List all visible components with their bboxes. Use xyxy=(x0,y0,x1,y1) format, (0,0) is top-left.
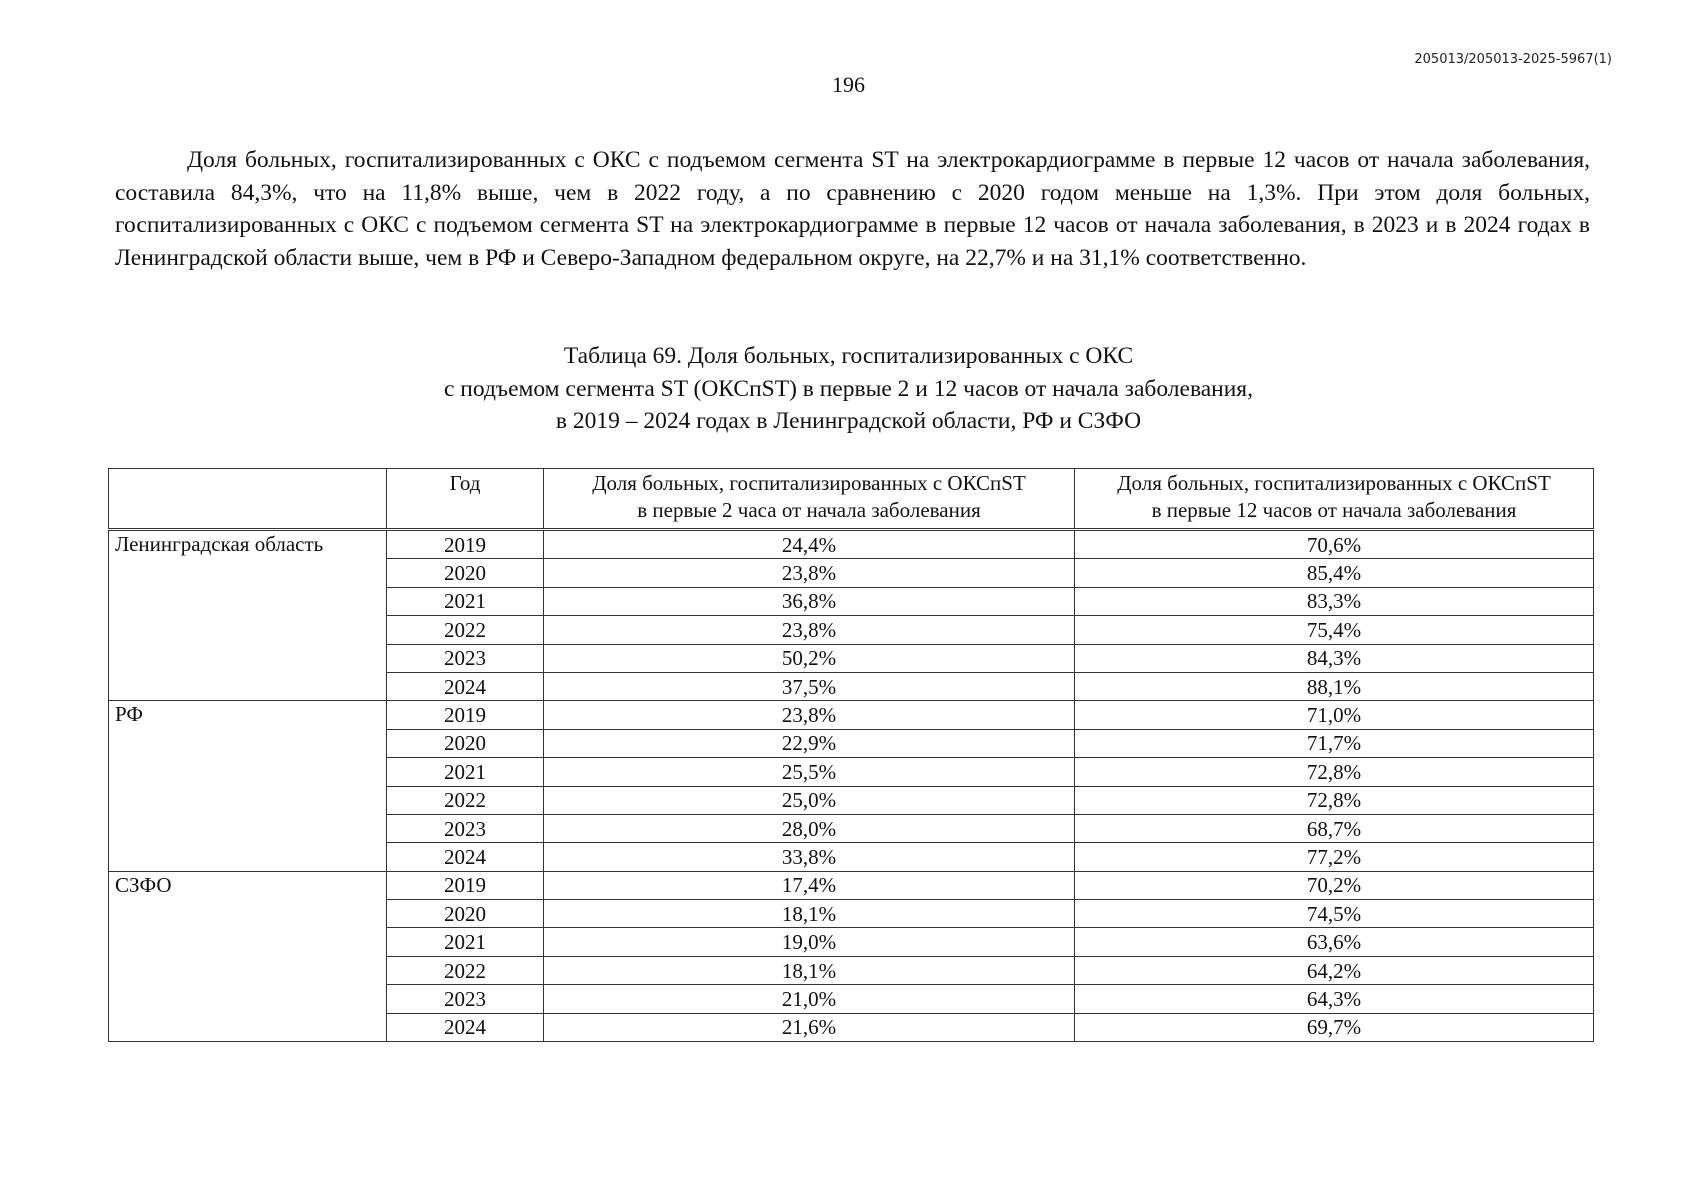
share-2h-cell: 24,4% xyxy=(544,530,1075,559)
share-12h-cell: 71,7% xyxy=(1075,729,1594,757)
share-2h-cell: 25,5% xyxy=(544,758,1075,786)
share-2h-cell: 17,4% xyxy=(544,871,1075,899)
header-share-12h xyxy=(1075,469,1594,530)
region-cell: РФ xyxy=(109,701,387,871)
year-cell: 2020 xyxy=(387,729,544,757)
share-2h-cell: 36,8% xyxy=(544,587,1075,615)
share-12h-cell: 68,7% xyxy=(1075,814,1594,842)
table-row xyxy=(109,871,1594,899)
share-12h-cell: 72,8% xyxy=(1075,758,1594,786)
share-2h-cell: 21,6% xyxy=(544,1013,1075,1041)
share-12h-cell: 63,6% xyxy=(1075,928,1594,956)
share-2h-cell: 21,0% xyxy=(544,985,1075,1013)
data-table xyxy=(108,468,1594,1042)
year-cell: 2022 xyxy=(387,956,544,984)
year-cell: 2019 xyxy=(387,530,544,559)
share-12h-cell: 64,2% xyxy=(1075,956,1594,984)
share-2h-cell: 33,8% xyxy=(544,843,1075,871)
share-12h-cell: 84,3% xyxy=(1075,644,1594,672)
share-12h-cell: 69,7% xyxy=(1075,1013,1594,1041)
year-cell: 2022 xyxy=(387,786,544,814)
share-2h-cell: 37,5% xyxy=(544,672,1075,700)
header-share-2h-line1: Доля больных, госпитализированных с ОКСпST xyxy=(592,471,1026,495)
share-12h-cell: 85,4% xyxy=(1075,559,1594,587)
year-cell: 2024 xyxy=(387,672,544,700)
region-cell: Ленинградская область xyxy=(109,530,387,701)
year-cell: 2020 xyxy=(387,559,544,587)
share-12h-cell: 70,2% xyxy=(1075,871,1594,899)
share-12h-cell: 72,8% xyxy=(1075,786,1594,814)
table-header-row xyxy=(109,469,1594,530)
share-12h-cell: 70,6% xyxy=(1075,530,1594,559)
header-share-2h-line2: в первые 2 часа от начала заболевания xyxy=(637,498,981,522)
share-2h-cell: 23,8% xyxy=(544,701,1075,729)
caption-line-1: Таблица 69. Доля больных, госпитализированных с ОКС xyxy=(563,343,1134,369)
share-12h-cell: 77,2% xyxy=(1075,843,1594,871)
table-body xyxy=(109,530,1594,1042)
share-12h-cell: 64,3% xyxy=(1075,985,1594,1013)
region-cell: СЗФО xyxy=(109,871,387,1041)
year-cell: 2019 xyxy=(387,701,544,729)
header-share-12h-line1: Доля больных, госпитализированных с ОКСпST xyxy=(1117,471,1551,495)
share-2h-cell: 50,2% xyxy=(544,644,1075,672)
year-cell: 2023 xyxy=(387,644,544,672)
year-cell: 2022 xyxy=(387,616,544,644)
year-cell: 2024 xyxy=(387,843,544,871)
table-caption xyxy=(0,340,1697,438)
share-12h-cell: 75,4% xyxy=(1075,616,1594,644)
share-12h-cell: 74,5% xyxy=(1075,900,1594,928)
share-2h-cell: 23,8% xyxy=(544,616,1075,644)
table-row xyxy=(109,701,1594,729)
year-cell: 2021 xyxy=(387,928,544,956)
share-2h-cell: 22,9% xyxy=(544,729,1075,757)
header-share-2h xyxy=(544,469,1075,530)
header-region xyxy=(109,469,387,530)
header-year: Год xyxy=(387,469,544,530)
page-number: 196 xyxy=(832,72,865,97)
year-cell: 2023 xyxy=(387,814,544,842)
year-cell: 2020 xyxy=(387,900,544,928)
share-12h-cell: 88,1% xyxy=(1075,672,1594,700)
body-paragraph: Доля больных, госпитализированных с ОКС с подъемом сегмента ST на электрокардиограмме в первые 12 часов от начала заболевания, составила 84,3%, что на 11,8% выше, чем в 2022 году, а по сравнению с 2020 годом меньше на 1,3%. При этом доля больных, госпитализированных с ОКС с подъемом сегмента ST на электрокардиограмме в первые 12 часов от начала заболевания, в 2023 и в 2024 годах в Ленинградской области выше, чем в РФ и Северо-Западном федеральном округе, на 22,7% и на 31,1% соответственно. xyxy=(115,147,1590,271)
share-2h-cell: 28,0% xyxy=(544,814,1075,842)
year-cell: 2021 xyxy=(387,758,544,786)
year-cell: 2023 xyxy=(387,985,544,1013)
share-12h-cell: 71,0% xyxy=(1075,701,1594,729)
year-cell: 2019 xyxy=(387,871,544,899)
share-2h-cell: 18,1% xyxy=(544,956,1075,984)
share-12h-cell: 83,3% xyxy=(1075,587,1594,615)
share-2h-cell: 25,0% xyxy=(544,786,1075,814)
table-row xyxy=(109,530,1594,559)
share-2h-cell: 18,1% xyxy=(544,900,1075,928)
year-cell: 2021 xyxy=(387,587,544,615)
header-share-12h-line2: в первые 12 часов от начала заболевания xyxy=(1151,498,1517,522)
document-id: 205013/205013-2025-5967(1) xyxy=(1414,52,1612,67)
caption-line-2: с подъемом сегмента ST (ОКСпST) в первые 2 и 12 часов от начала заболевания, xyxy=(444,375,1253,402)
caption-line-3: в 2019 – 2024 годах в Ленинградской области, РФ и СЗФО xyxy=(555,408,1142,434)
share-2h-cell: 19,0% xyxy=(544,928,1075,956)
year-cell: 2024 xyxy=(387,1013,544,1041)
share-2h-cell: 23,8% xyxy=(544,559,1075,587)
